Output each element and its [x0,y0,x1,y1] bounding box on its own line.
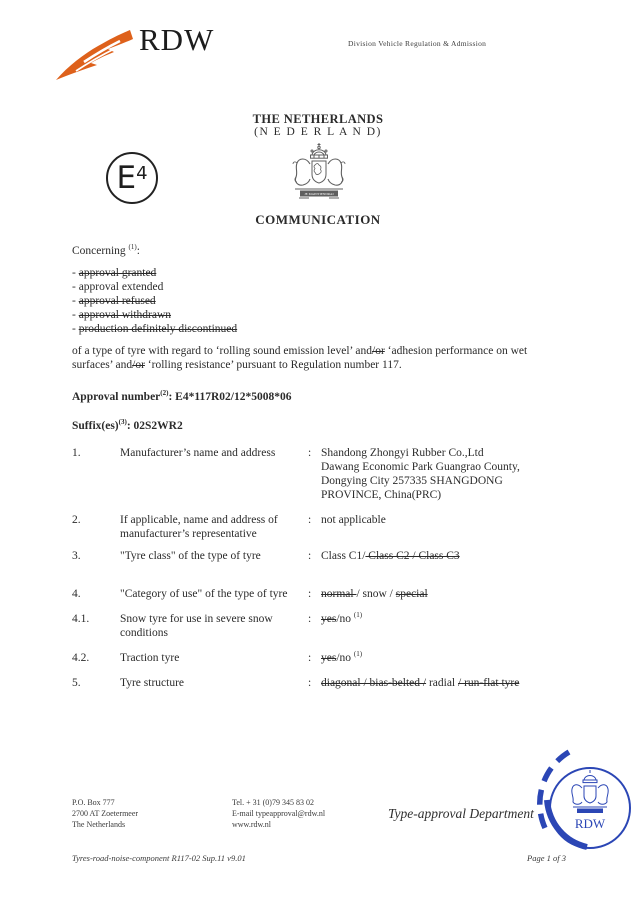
item-colon: : [308,447,312,459]
e4-approval-mark [106,152,158,204]
division-label: Division Vehicle Regulation & Admission [348,39,487,48]
item-row-4-2 [72,651,570,665]
item-value: yes/no $^{(1)}$ [321,650,363,664]
item-value: Class C1/ Class C2 / Class C3 [321,550,460,562]
item-colon: : [308,588,312,600]
item-label: "Tyre class" of the type of tyre [120,550,261,562]
footer-contact: Tel. + 31 (0)79 345 83 02 E-mail typeapproval@rdw.nl www.rdw.nl [232,798,326,830]
country-title: THE NETHERLANDS [252,112,384,126]
item-colon: : [308,613,312,625]
item-number: 4.2. [72,652,90,664]
item-row-5 [72,676,570,690]
approval-number-line: Approval number$^{(2)}$: E4*117R02/12*5008*06 [72,389,292,403]
document-reference: Tyres-road-noise-component R117-02 Sup.11 v9.01 [72,853,246,863]
item-number: 3. [72,550,81,562]
coat-of-arms-motto: JE MAINTIENDRAI [304,192,334,197]
item-label: Manufacturer’s name and address [120,447,276,459]
item-colon: : [308,652,312,664]
item-value: yes/no $^{(1)}$ [321,611,363,625]
item-value: diagonal / bias-belted / radial / run-flat tyre [321,677,520,689]
item-label: Snow tyre for use in severe snow conditions [120,613,273,639]
communication-title: COMMUNICATION [255,212,381,227]
item-colon: : [308,550,312,562]
item-row-3 [72,549,570,563]
item-label: "Category of use" of the type of tyre [120,588,288,600]
concerning-options: - approval granted - approval extended - approval refused - approval withdrawn - production definitely discontinued [72,267,238,335]
rdw-stamp-icon [533,748,635,862]
e-mark-number: 4 [136,163,148,184]
item-row-2 [72,513,570,541]
page-number: Page 1 of 3 [527,853,566,863]
item-value: normal / snow / special [321,588,428,600]
e-mark-letter: E [116,159,137,196]
scope-paragraph: of a type of tyre with regard to ‘rolling sound emission level’ and/or ‘adhesion performance on wet surfaces’ and/or ‘rolling resistance’ pursuant to Regulation number 117. [72,345,528,371]
footer-address: P.O. Box 777 2700 AT Zoetermeer The Netherlands [72,798,139,830]
coat-of-arms-icon [285,142,353,206]
item-number: 1. [72,447,81,459]
item-colon: : [308,677,312,689]
item-colon: : [308,514,312,526]
brand-title: RDW [139,22,215,57]
concerning-heading: Concerning $^{(1)}$: [72,243,140,257]
suffix-line: Suffix(es)$^{(3)}$: 02S2WR2 [72,418,183,432]
item-number: 2. [72,514,81,526]
item-number: 5. [72,677,81,689]
department-signature: Type-approval Department [388,806,534,821]
document-body [72,244,570,701]
item-value: Shandong Zhongyi Rubber Co.,Ltd Dawang Economic Park Guangrao County, Dongying City 257335 SHANGDONG PROVINCE, China(PRC) [321,447,520,501]
item-label: Tyre structure [120,677,185,689]
item-value: not applicable [321,514,386,526]
item-number: 4.1. [72,613,90,625]
item-label: If applicable, name and address of manufacturer’s representative [120,514,278,540]
item-number: 4. [72,588,81,600]
item-row-4-1 [72,612,570,640]
item-row-1 [72,446,570,502]
stamp-text: RDW [574,816,606,831]
country-native-title: (N E D E R L A N D) [254,126,382,138]
item-label: Traction tyre [120,652,180,664]
items-list [72,446,570,690]
item-row-4 [72,587,570,601]
rdw-logo-icon [54,28,134,82]
